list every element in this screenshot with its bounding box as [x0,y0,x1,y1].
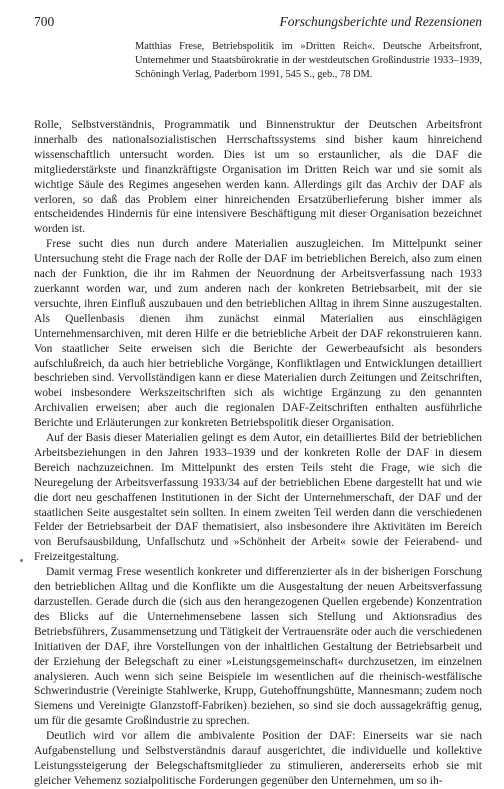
paragraph: Frese sucht dies nun durch andere Materialien auszugleichen. Im Mittelpunkt seiner Untersuchung steht die Frage nach der Rolle der DAF im betrieblichen Bereich, also zum einen nach der Funktion, die ihr im Rahmen der Neuordnung der Arbeitsverfassung nach 1933 zuerkannt worden war, und zum anderen nach der konkreten Betriebsarbeit, mit der sie versuchte, ihren Einfluß auszubauen und den betrieblichen Alltag in ihrem Sinne auszugestalten. Als Quellenbasis dienen ihm zunächst einmal Materialien aus einschlägigen Unternehmensarchiven, mit deren Hilfe er die betriebliche Arbeit der DAF rekonstruieren kann. Von staatlicher Seite erweisen sich die Berichte der Gewerbeaufsicht als besonders aufschlußreich, da auch hier betriebliche Vorgänge, Konfliktlagen und Entwicklungen detailliert beschrieben sind. Vervollständigen kann er diese Materialien durch Zeitungen und Zeitschriften, wobei insbesondere Werkszeitschriften sich als wichtige Ergänzung zu den genannten Archivalien erweisen; aber auch die regionalen DAF-Zeitschriften enthalten ausführliche Berichte und Erläuterungen zur konkreten Betriebspolitik dieser Organisation. [34,238,482,430]
review-body [34,118,482,789]
paragraph: Rolle, Selbstverständnis, Programmatik und Binnenstruktur der Deutschen Arbeitsfront innerhalb des nationalsozialistischen Herrschaftssystems sind bisher kaum hinreichend wissenschaftlich untersucht worden. Dies ist um so erstaunlicher, als die DAF die mitgliederstärkste und finanzkräftigste Organisation im Dritten Reich war und sie somit als wichtige Säule des Regimes angesehen werden kann. Allerdings gilt das Archiv der DAF als verloren, so daß das Problem einer hinreichenden Ersatzüberlieferung bisher immer als entscheidendes Hindernis für eine intensivere Beschäftigung mit dieser Organisation bezeichnet worden ist. [34,119,482,236]
paragraph: Auf der Basis dieser Materialien gelingt es dem Autor, ein detailliertes Bild der betrieblichen Arbeitsbeziehungen in den Jahren 1933–1939 und der konkreten Rolle der DAF in diesem Bereich nachzuzeichnen. Im Mittelpunkt des ersten Teils steht die Frage, wie sich die Neuregelung der Arbeitsverfassung 1933/34 auf der betrieblichen Ebene dargestellt hat und wie die dort neu geschaffenen Institutionen in der Sicht der Unternehmerschaft, der DAF und der staatlichen Seite ausgestaltet sein sollten. In einem zweiten Teil werden dann die verschiedenen Felder der Betriebsarbeit der DAF thematisiert, also insbesondere ihre Aktivitäten im Bereich von Berufsausbildung, Unfallschutz und »Schönheit der Arbeit« sowie der Feierabend- und Freizeitgestaltung. [34,432,482,564]
book-citation: Matthias Frese, Betriebspolitik im »Dritten Reich«. Deutsche Arbeitsfront, Unternehmer und Staatsbürokratie in der westdeutschen Großindustrie 1933–1939, Schöningh Verlag, Paderborn 1991, 545 S., geb., 78 DM. [135,41,482,81]
paragraph: Deutlich wird vor allem die ambivalente Position der DAF: Einerseits war sie nach Aufgabenstellung und Selbstverständnis darauf ausgerichtet, die individuelle und kollektive Leistungssteigerung der Belegschaftsmitglieder zu stimulieren, andererseits erhob sie mit gleicher Vehemenz sozialpolitische Forderungen gegenüber den Unternehmen, um so ih- [34,730,482,787]
section-title: Forschungsberichte und Rezensionen [279,14,482,29]
running-header [34,14,482,30]
margin-mark [20,559,23,562]
page-number: 700 [34,14,55,29]
paragraph: Damit vermag Frese wesentlich konkreter und differenzierter als in der bisherigen Forschung den betrieblichen Alltag und die Konflikte um die Ausgestaltung der neuen Arbeitsverfassung darzustellen. Gerade durch die (sich aus den herangezogenen Quellen ergebende) Konzentration des Blicks auf die Unternehmensebene lassen sich Stellung und Aktionsradius des Betriebsführers, Zusammensetzung und Tätigkeit der Vertrauensräte oder auch die verschiedenen Initiativen der DAF, ihre Vorstellungen von der inhaltlichen Gestaltung der Betriebsarbeit und der Erziehung der Belegschaft zu einer »Leistungsgemeinschaft« durchzusetzen, im einzelnen analysieren. Auch wenn sich seine Beispiele im wesentlichen auf die rheinisch-westfälische Schwerindustrie (Vereinigte Stahlwerke, Krupp, Gutehoffnungshütte, Mannesmann; zudem noch Siemens und Vereinigte Glanzstoff-Fabriken) beziehen, so sind sie doch aussagekräftig genug, um für die gesamte Großindustrie zu sprechen. [34,566,482,728]
